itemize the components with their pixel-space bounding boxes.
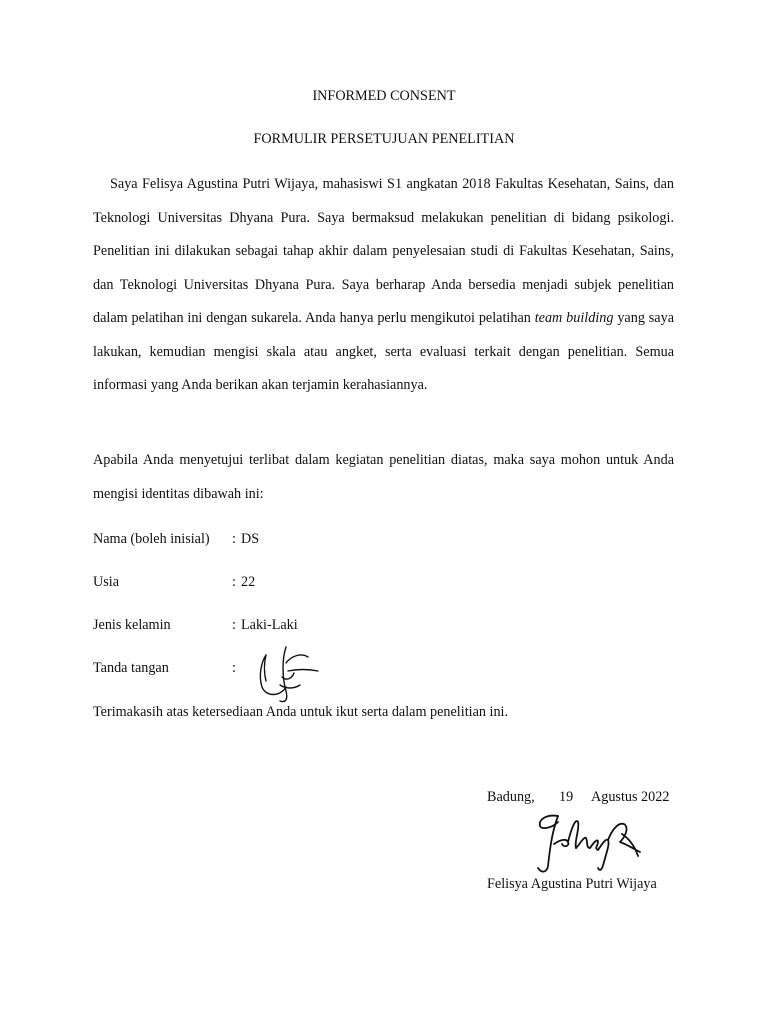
field-row-usia xyxy=(93,572,674,592)
field-label-usia: Usia xyxy=(93,574,120,590)
date-month-year: Agustus 2022 xyxy=(591,789,670,805)
date-day: 19 xyxy=(559,789,574,805)
field-label-jenis-kelamin: Jenis kelamin xyxy=(93,617,171,633)
researcher-signature-icon xyxy=(528,808,650,878)
field-colon-nama: : xyxy=(232,531,236,547)
field-row-jenis-kelamin xyxy=(93,615,674,635)
intro-text-part1: Saya Felisya Agustina Putri Wijaya, mahasiswi S1 angkatan 2018 Fakultas Kesehatan, Sains, dan Teknologi Universitas Dhyana Pura. Saya bermaksud melakukan penelitian di bidang psikologi. Penelitian ini dilakukan sebagai tahap akhir dalam penyelesaian studi di Fakultas Kesehatan, Sains, dan Teknologi Universitas Dhyana Pura. Saya berharap Anda bersedia menjadi subjek penelitian dalam pelatihan ini dengan sukarela. Anda hanya perlu mengikutoi pelatihan xyxy=(93,176,674,326)
field-value-usia: 22 xyxy=(241,574,256,590)
field-colon-jenis-kelamin: : xyxy=(232,617,236,633)
field-colon-tanda-tangan: : xyxy=(232,660,236,676)
field-row-nama xyxy=(93,529,674,549)
request-paragraph: Apabila Anda menyetujui terlibat dalam kegiatan penelitian diatas, maka saya mohon untuk Anda mengisi identitas dibawah ini: xyxy=(93,452,674,502)
thanks-text: Terimakasih atas ketersediaan Anda untuk ikut serta dalam penelitian ini. xyxy=(93,704,509,720)
field-value-jenis-kelamin: Laki-Laki xyxy=(241,617,298,633)
date-line xyxy=(487,787,677,807)
field-value-nama: DS xyxy=(241,531,260,547)
field-label-tanda-tangan: Tanda tangan xyxy=(93,660,169,676)
respondent-signature-icon xyxy=(252,641,327,705)
document-subtitle: FORMULIR PERSETUJUAN PENELITIAN xyxy=(253,131,515,147)
intro-paragraph xyxy=(93,168,674,403)
researcher-name: Felisya Agustina Putri Wijaya xyxy=(487,876,657,892)
field-row-tanda-tangan xyxy=(93,658,674,678)
field-colon-usia: : xyxy=(232,574,236,590)
field-label-nama: Nama (boleh inisial) xyxy=(93,531,210,547)
intro-text-part2: yang saya lakukan, kemudian mengisi skala atau angket, serta evaluasi terkait dengan penelitian. Semua informasi yang Anda berikan akan terjamin kerahasiannya. xyxy=(93,310,674,393)
date-place: Badung, xyxy=(487,789,535,805)
intro-text-italic: team building xyxy=(534,310,614,326)
document-title: INFORMED CONSENT xyxy=(312,88,456,104)
